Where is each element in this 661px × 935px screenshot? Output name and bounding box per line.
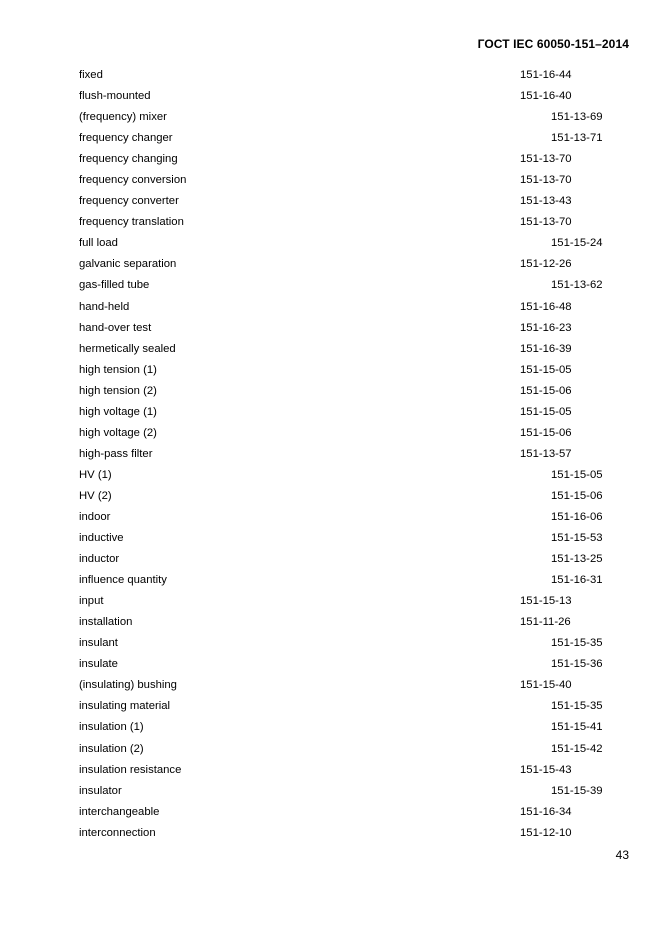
entry-code: 151-15-05 [551,468,603,481]
entry-code: 151-15-06 [520,384,572,397]
entry-term: insulating material [79,700,171,713]
entry-code: 151-13-70 [520,216,572,229]
term-index [0,68,661,847]
index-entry [0,131,661,152]
index-entry [0,552,661,573]
entry-term: full load [79,237,118,250]
index-entry [0,68,661,89]
index-entry [0,720,661,741]
index-entry [0,826,661,847]
index-entry [0,89,661,110]
index-entry [0,447,661,468]
entry-code: 151-12-10 [520,826,572,839]
index-entry [0,742,661,763]
entry-term: HV (1) [79,468,112,481]
entry-code: 151-15-13 [520,595,572,608]
entry-code: 151-15-35 [551,700,603,713]
entry-term: frequency translation [79,216,184,229]
entry-code: 151-15-35 [551,637,603,650]
entry-term: (insulating) bushing [79,679,177,692]
entry-term: input [79,595,104,608]
index-entry [0,784,661,805]
index-entry [0,342,661,363]
entry-term: frequency converter [79,195,179,208]
entry-code: 151-15-43 [520,763,572,776]
entry-term: frequency changer [79,132,173,145]
entry-code: 151-15-06 [551,489,603,502]
entry-term: fixed [79,69,103,81]
index-entry [0,510,661,531]
index-entry [0,426,661,447]
entry-code: 151-13-57 [520,447,572,460]
entry-term: installation [79,616,133,629]
entry-term: gas-filled tube [79,279,150,292]
index-entry [0,194,661,215]
index-entry [0,236,661,257]
entry-code: 151-16-31 [551,574,603,587]
index-entry [0,678,661,699]
index-entry [0,699,661,720]
entry-term: insulator [79,784,122,797]
entry-term: (frequency) mixer [79,111,167,124]
index-entry [0,531,661,552]
entry-term: inductor [79,553,120,566]
entry-term: interchangeable [79,805,160,818]
page-number: 43 [615,848,629,862]
entry-term: influence quantity [79,574,167,587]
entry-code: 151-13-43 [520,195,572,208]
entry-term: galvanic separation [79,258,177,271]
entry-code: 151-15-06 [520,426,572,439]
entry-term: hand-held [79,300,130,313]
entry-code: 151-15-05 [520,405,572,418]
entry-term: flush-mounted [79,90,151,103]
entry-code: 151-16-48 [520,300,572,313]
entry-code: 151-13-69 [551,111,603,124]
entry-code: 151-13-62 [551,279,603,292]
entry-term: high voltage (1) [79,405,157,418]
entry-code: 151-13-25 [551,553,603,566]
entry-code: 151-15-42 [551,742,603,755]
entry-term: high voltage (2) [79,426,157,439]
index-entry [0,300,661,321]
document-header: ГОСТ IEC 60050-151–2014 [477,37,629,51]
entry-term: frequency changing [79,153,178,166]
entry-term: insulation (1) [79,721,144,734]
index-entry [0,636,661,657]
entry-code: 151-16-06 [551,510,603,523]
entry-term: HV (2) [79,489,112,502]
index-entry [0,615,661,636]
entry-term: insulation (2) [79,742,144,755]
entry-term: insulate [79,658,118,671]
index-entry [0,173,661,194]
entry-code: 151-12-26 [520,258,572,271]
index-entry [0,405,661,426]
index-entry [0,257,661,278]
entry-code: 151-16-39 [520,342,572,355]
entry-term: insulant [79,637,118,650]
entry-code: 151-15-05 [520,363,572,376]
entry-code: 151-15-40 [520,679,572,692]
entry-code: 151-13-71 [551,132,603,145]
entry-code: 151-16-44 [520,69,572,81]
entry-code: 151-16-40 [520,90,572,103]
entry-term: hermetically sealed [79,342,176,355]
index-entry [0,573,661,594]
entry-term: frequency conversion [79,174,187,187]
entry-code: 151-11-26 [520,616,571,629]
index-entry [0,657,661,678]
index-entry [0,384,661,405]
index-entry [0,763,661,784]
entry-term: interconnection [79,826,156,839]
entry-code: 151-13-70 [520,174,572,187]
entry-term: inductive [79,532,124,545]
index-entry [0,489,661,510]
entry-code: 151-15-39 [551,784,603,797]
entry-term: indoor [79,510,111,523]
entry-code: 151-15-24 [551,237,603,250]
entry-code: 151-16-34 [520,805,572,818]
entry-term: hand-over test [79,321,152,334]
entry-code: 151-13-70 [520,153,572,166]
index-entry [0,805,661,826]
entry-term: high tension (2) [79,384,157,397]
index-entry [0,278,661,299]
entry-code: 151-15-41 [551,721,603,734]
entry-code: 151-16-23 [520,321,572,334]
entry-term: high tension (1) [79,363,157,376]
index-entry [0,468,661,489]
index-entry [0,152,661,173]
index-entry [0,215,661,236]
entry-term: insulation resistance [79,763,182,776]
entry-term: high-pass filter [79,447,153,460]
index-entry [0,594,661,615]
entry-code: 151-15-36 [551,658,603,671]
entry-code: 151-15-53 [551,532,603,545]
index-entry [0,363,661,384]
index-entry [0,321,661,342]
index-entry [0,110,661,131]
